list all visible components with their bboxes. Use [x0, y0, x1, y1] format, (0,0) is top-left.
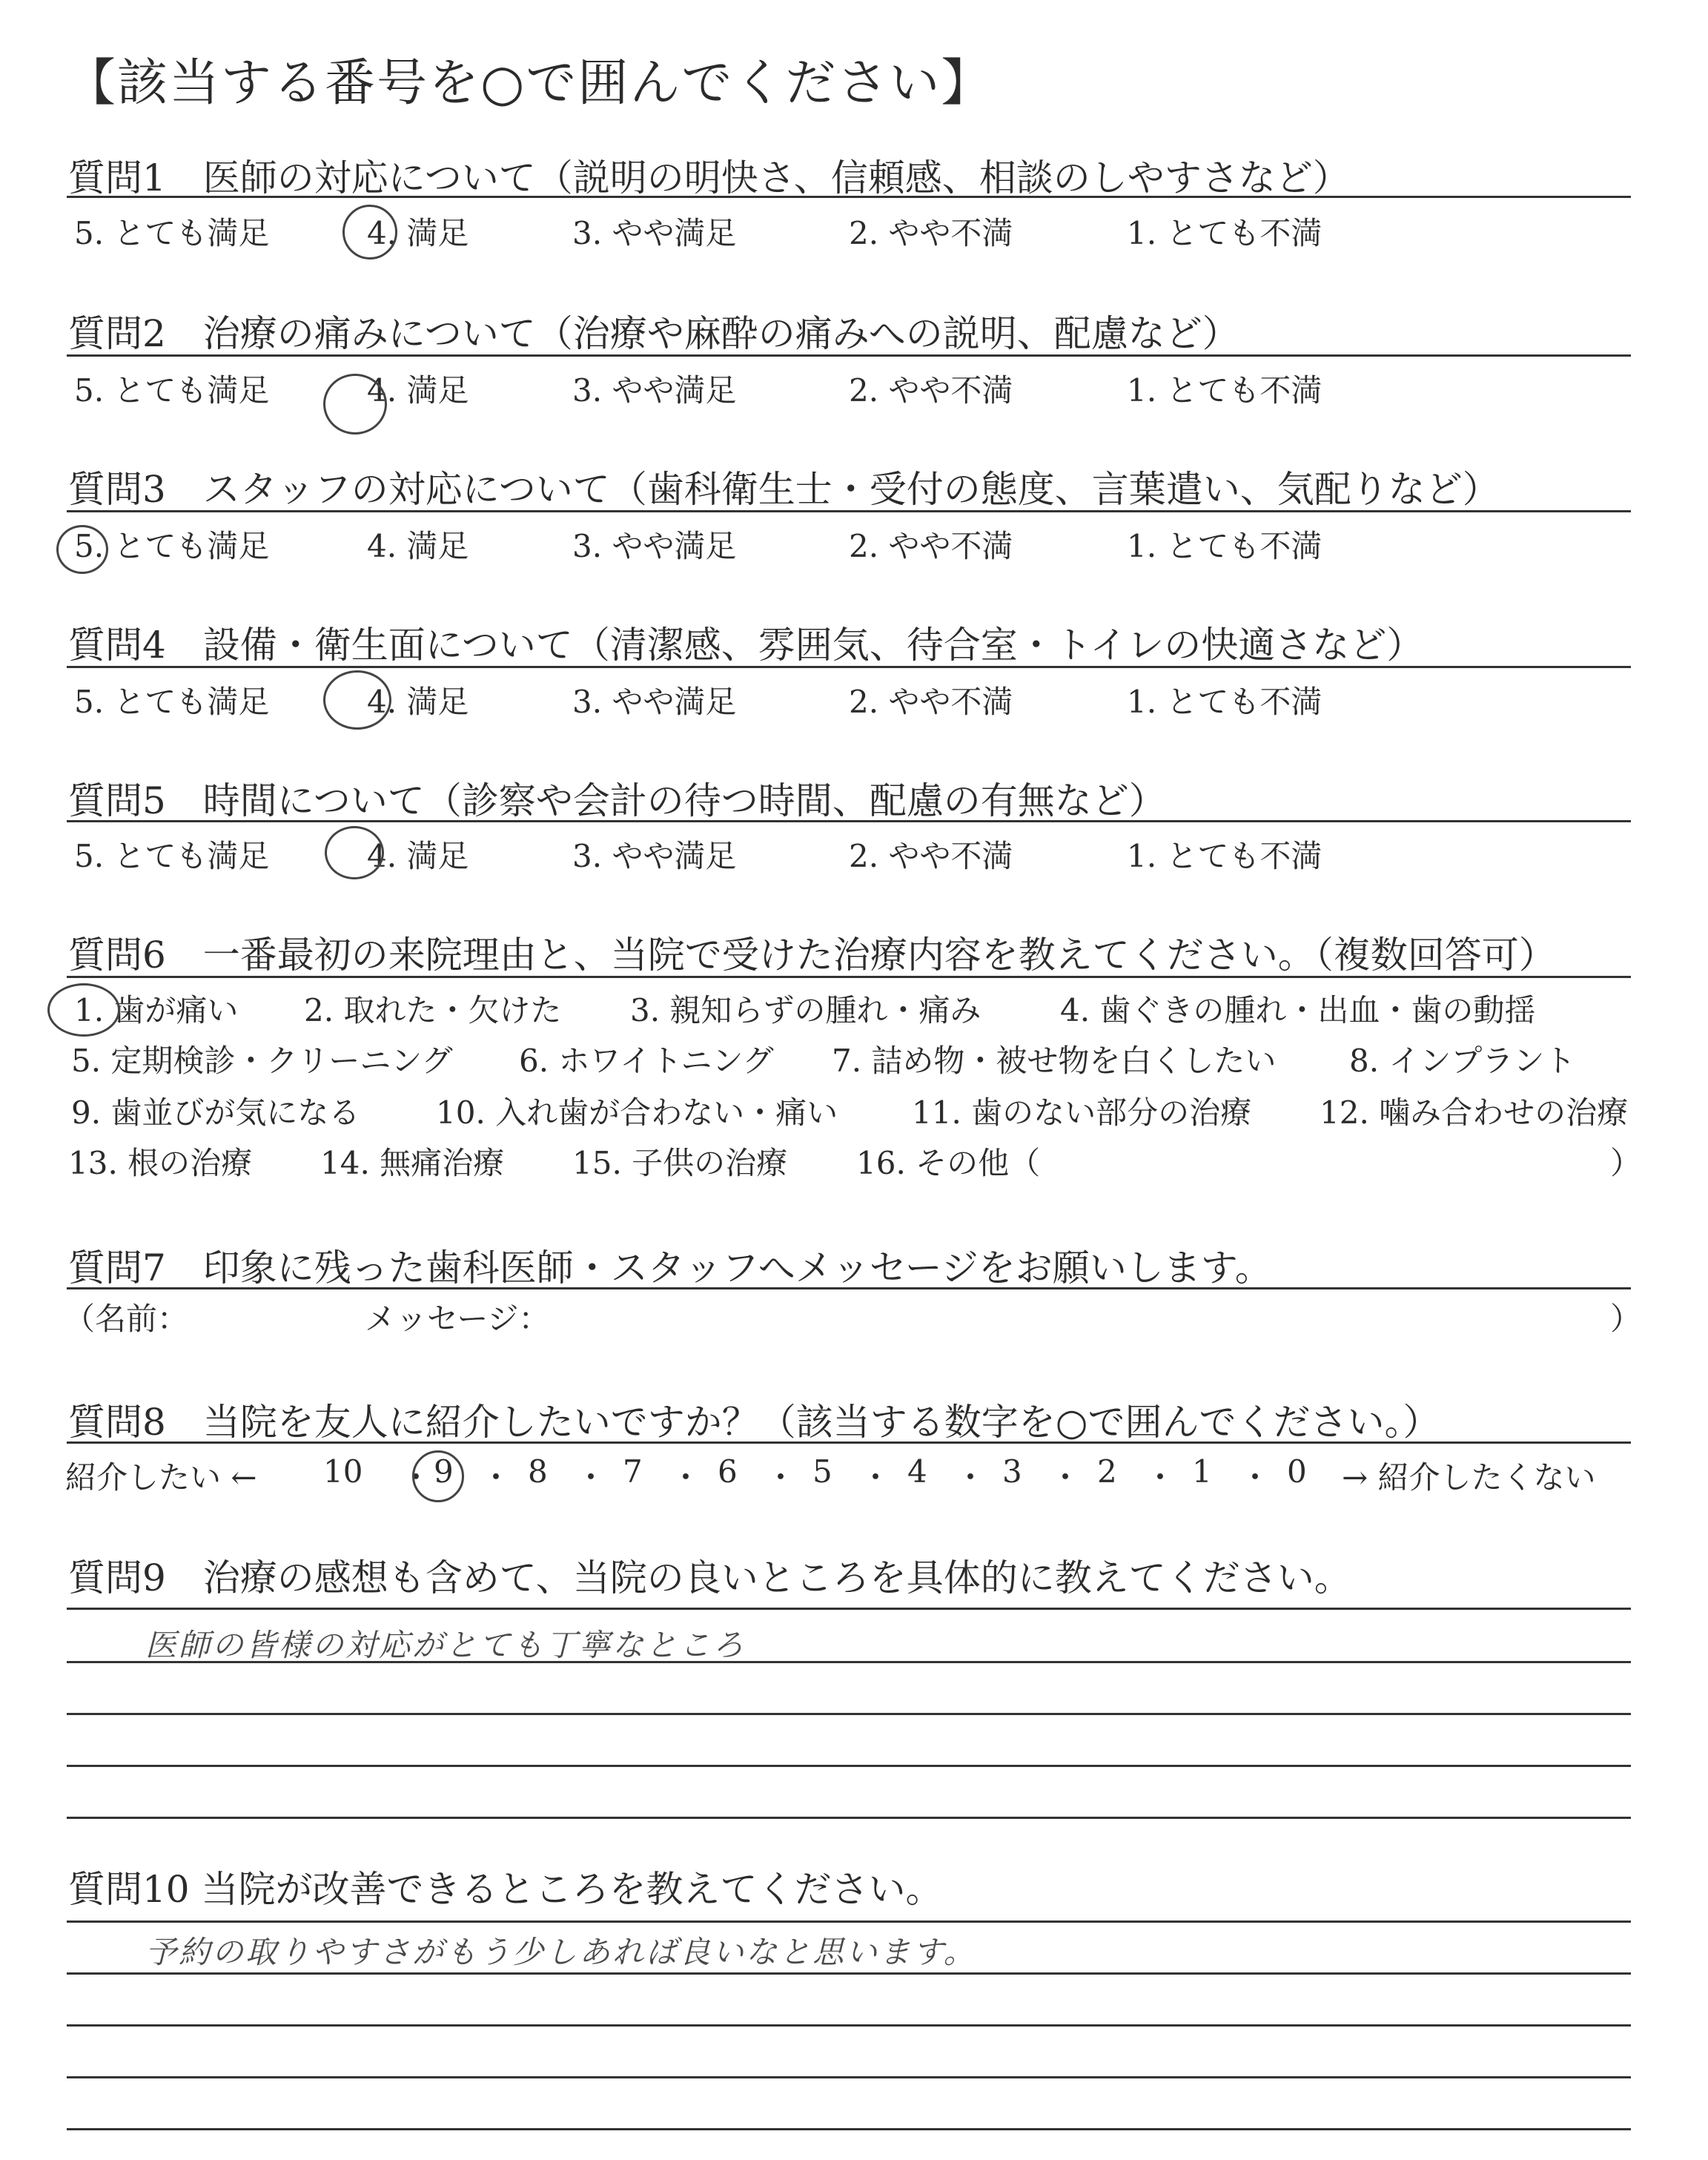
- scale-value[interactable]: 7: [623, 1453, 643, 1490]
- scale-separator: ・: [670, 1459, 702, 1496]
- selection-circle-mark: [323, 374, 387, 435]
- answer-line: [67, 1661, 1631, 1663]
- close-paren: ）: [1610, 1145, 1642, 1181]
- handwritten-answer: 医師の皆様の対応がとても丁寧なところ: [145, 1627, 747, 1663]
- reason-option[interactable]: 8. インプラント: [1349, 1043, 1576, 1079]
- option-1[interactable]: 1. とても不満: [1127, 372, 1323, 409]
- option-4[interactable]: 4. 満足: [367, 838, 469, 874]
- question-8-heading: 質問8 当院を友人に紹介したいですか？（該当する数字を○で囲んでください。）: [68, 1401, 1440, 1444]
- option-2[interactable]: 2. やや不満: [849, 838, 1013, 874]
- handwritten-answer: 予約の取りやすさがもう少しあれば良いなと思います。: [145, 1934, 977, 1970]
- scale-separator: ・: [860, 1459, 892, 1496]
- question-1-heading: 質問1 医師の対応について（説明の明快さ、信頼感、相談のしやすさなど）: [68, 156, 1350, 199]
- scale-value[interactable]: 1: [1192, 1453, 1212, 1490]
- option-3[interactable]: 3. やや満足: [572, 215, 737, 251]
- option-5[interactable]: 5. とても満足: [74, 528, 270, 564]
- scale-separator: ・: [575, 1459, 607, 1496]
- answer-line: [67, 1817, 1631, 1819]
- option-4[interactable]: 4. 満足: [367, 528, 469, 564]
- divider: [67, 196, 1631, 198]
- scale-separator: ・: [1145, 1459, 1176, 1496]
- divider: [67, 1441, 1631, 1444]
- option-1[interactable]: 1. とても不満: [1127, 528, 1323, 564]
- scale-separator: ・: [400, 1459, 432, 1496]
- name-label: （名前：: [64, 1301, 189, 1337]
- selection-circle-mark: [325, 826, 384, 879]
- option-4[interactable]: 4. 満足: [367, 215, 469, 251]
- option-3[interactable]: 3. やや満足: [572, 372, 737, 409]
- reason-option[interactable]: 16. その他（: [856, 1145, 1041, 1181]
- selection-circle-mark: [323, 670, 391, 730]
- answer-line: [67, 2024, 1631, 2027]
- question-7-heading: 質問7 印象に残った歯科医師・スタッフへメッセージをお願いします。: [68, 1246, 1272, 1289]
- question-2-heading: 質問2 治療の痛みについて（治療や麻酔の痛みへの説明、配慮など）: [68, 312, 1239, 355]
- option-1[interactable]: 1. とても不満: [1127, 684, 1323, 720]
- option-2[interactable]: 2. やや不満: [849, 372, 1013, 409]
- message-label: メッセージ：: [365, 1301, 550, 1337]
- reason-option[interactable]: 9. 歯並びが気になる: [71, 1094, 360, 1131]
- answer-line: [67, 1920, 1631, 1923]
- option-2[interactable]: 2. やや不満: [849, 684, 1013, 720]
- option-5[interactable]: 5. とても満足: [74, 838, 270, 874]
- scale-separator: ・: [955, 1459, 987, 1496]
- page-title: 【該当する番号を○で囲んでください】: [65, 54, 993, 113]
- option-3[interactable]: 3. やや満足: [572, 528, 737, 564]
- reason-option[interactable]: 15. 子供の治療: [572, 1145, 788, 1181]
- reason-option[interactable]: 4. 歯ぐきの腫れ・出血・歯の動揺: [1060, 992, 1536, 1028]
- option-2[interactable]: 2. やや不満: [849, 528, 1013, 564]
- answer-line: [67, 1972, 1631, 1975]
- reason-option[interactable]: 5. 定期検診・クリーニング: [71, 1043, 453, 1079]
- divider: [67, 1287, 1631, 1289]
- close-paren: ）: [1610, 1301, 1642, 1337]
- divider: [67, 666, 1631, 668]
- scale-value[interactable]: 0: [1287, 1453, 1307, 1490]
- reason-option[interactable]: 10. 入れ歯が合わない・痛い: [436, 1094, 838, 1131]
- reason-option[interactable]: 14. 無痛治療: [320, 1145, 505, 1181]
- scale-separator: ・: [1239, 1459, 1271, 1496]
- option-4[interactable]: 4. 満足: [367, 684, 469, 720]
- option-3[interactable]: 3. やや満足: [572, 838, 737, 874]
- scale-value[interactable]: 2: [1097, 1453, 1117, 1490]
- option-2[interactable]: 2. やや不満: [849, 215, 1013, 251]
- selection-circle-mark: [342, 205, 397, 260]
- question-10-heading: 質問10 当院が改善できるところを教えてください。: [68, 1868, 943, 1911]
- scale-separator: ・: [765, 1459, 797, 1496]
- divider: [67, 976, 1631, 978]
- option-5[interactable]: 5. とても満足: [74, 215, 270, 251]
- reason-option[interactable]: 2. 取れた・欠けた: [304, 992, 562, 1028]
- question-6-heading: 質問6 一番最初の来院理由と、当院で受けた治療内容を教えてください。（複数回答可）: [68, 934, 1556, 977]
- selection-circle-mark: [56, 525, 108, 574]
- scale-value[interactable]: 8: [528, 1453, 548, 1490]
- question-3-heading: 質問3 スタッフの対応について（歯科衛生士・受付の態度、言葉遣い、気配りなど）: [68, 468, 1500, 511]
- scale-separator: ・: [480, 1459, 512, 1496]
- option-1[interactable]: 1. とても不満: [1127, 215, 1323, 251]
- scale-right-label: → 紹介したくない: [1342, 1459, 1596, 1496]
- reason-option[interactable]: 1. 歯が痛い: [74, 992, 239, 1028]
- selection-circle-mark: [47, 983, 120, 1037]
- selection-circle-mark: [412, 1450, 464, 1502]
- divider: [67, 820, 1631, 822]
- question-9-heading: 質問9 治療の感想も含めて、当院の良いところを具体的に教えてください。: [68, 1556, 1351, 1599]
- reason-option[interactable]: 7. 詰め物・被せ物を白くしたい: [832, 1043, 1277, 1079]
- scale-left-label: 紹介したい ←: [65, 1459, 257, 1496]
- reason-option[interactable]: 6. ホワイトニング: [519, 1043, 774, 1079]
- scale-value[interactable]: 9: [434, 1453, 454, 1490]
- scale-value[interactable]: 10: [323, 1453, 363, 1490]
- option-3[interactable]: 3. やや満足: [572, 684, 737, 720]
- divider: [67, 354, 1631, 357]
- answer-line: [67, 1765, 1631, 1767]
- reason-option[interactable]: 12. 噛み合わせの治療: [1320, 1094, 1629, 1131]
- reason-option[interactable]: 11. 歯のない部分の治療: [912, 1094, 1252, 1131]
- option-5[interactable]: 5. とても満足: [74, 372, 270, 409]
- scale-value[interactable]: 3: [1002, 1453, 1022, 1490]
- answer-line: [67, 2076, 1631, 2078]
- divider: [67, 510, 1631, 512]
- scale-value[interactable]: 6: [718, 1453, 738, 1490]
- answer-line: [67, 2128, 1631, 2130]
- scale-separator: ・: [1050, 1459, 1082, 1496]
- option-1[interactable]: 1. とても不満: [1127, 838, 1323, 874]
- question-5-heading: 質問5 時間について（診察や会計の待つ時間、配慮の有無など）: [68, 779, 1166, 822]
- option-5[interactable]: 5. とても満足: [74, 684, 270, 720]
- scale-value[interactable]: 4: [907, 1453, 927, 1490]
- answer-line: [67, 1713, 1631, 1715]
- scale-value[interactable]: 5: [812, 1453, 833, 1490]
- reason-option[interactable]: 13. 根の治療: [68, 1145, 253, 1181]
- option-4[interactable]: 4. 満足: [367, 372, 469, 409]
- answer-line: [67, 1608, 1631, 1610]
- question-4-heading: 質問4 設備・衛生面について（清潔感、雰囲気、待合室・トイレの快適さなど）: [68, 624, 1424, 667]
- reason-option[interactable]: 3. 親知らずの腫れ・痛み: [630, 992, 982, 1028]
